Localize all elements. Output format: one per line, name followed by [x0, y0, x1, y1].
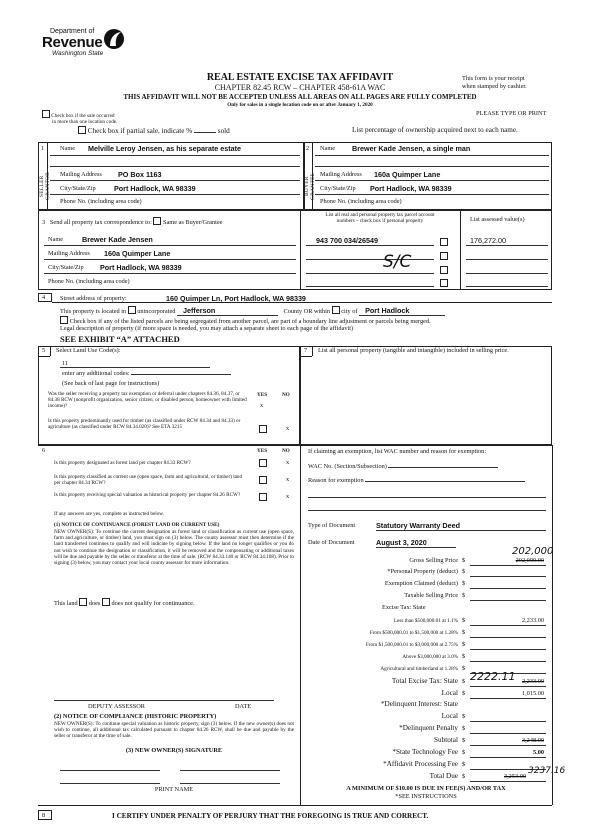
tier-1-dollar: $ [462, 617, 466, 624]
s6-q1-yes-checkbox[interactable] [259, 459, 267, 467]
partial-sale-label: Check box if partial sale, indicate % [87, 127, 193, 135]
buyer-name-value[interactable]: Brewer Kade Jensen, a single man [352, 144, 471, 153]
land-use-label: Select Land Use Code(s): [56, 347, 121, 354]
see-instructions-note: *SEE INSTRUCTIONS [395, 793, 457, 800]
gross-label: Gross Selling Price [409, 557, 458, 564]
tier-4-label: Above $3,000,000 at 3.0% [402, 654, 458, 660]
s3-city-value[interactable]: Port Hadlock, WA 98339 [100, 263, 182, 272]
subtotal-label: Subtotal [434, 736, 458, 744]
tier-1-value[interactable]: 2,233.00 [521, 617, 544, 624]
additional-codes-label [62, 370, 231, 378]
delinquent-local-dollar: $ [462, 713, 466, 720]
reason-label [308, 477, 525, 485]
exhibit-note: SEE EXHIBIT “A” ATTACHED [60, 334, 180, 344]
doc-type-value[interactable]: Statutory Warranty Deed [376, 521, 546, 531]
gross-dollar: $ [462, 557, 466, 564]
s6-q2-yes-checkbox[interactable] [259, 476, 267, 484]
s6-question-3: Is this property receiving special valuation as historical property per chapter 84.26 RCW? [54, 492, 241, 498]
affidavit-fee-label: *Affidavit Processing Fee [383, 760, 458, 768]
dor-swirl-icon [102, 26, 126, 52]
seller-city-value[interactable]: Port Hadlock, WA 98339 [114, 184, 196, 193]
s6-q3-mark: x [286, 493, 290, 500]
land-qualify-row [54, 598, 195, 608]
s5-no-header: NO [282, 392, 290, 398]
taxable-label: Taxable Selling Price [404, 592, 458, 599]
only-for-note: Only for sales in a single location code on or after January 1, 2020 [227, 102, 373, 108]
s3-name-value[interactable]: Brewer Kade Jensen [82, 235, 153, 244]
personal-property-label: *Personal Property (deduct) [387, 568, 458, 575]
parcel-number[interactable]: 943 700 034/26549 [316, 236, 378, 245]
does-not-checkbox[interactable] [102, 598, 110, 606]
notice-2-body: NEW OWNER(S): To continue special valuation as historic property, sign (3) below. If the new owner(s) does not wish to continue, all additional tax calculated pursuant to chapter 84.26 RCW, shall be due and payable by the seller or transferor at the time of sale. [54, 721, 294, 740]
partial-sale-checkbox[interactable] [78, 126, 86, 134]
s5-q1-mark: x [260, 402, 264, 409]
s6-question-2: Is this property classified as current use (open space, farm and agricultural, or timber) land per chapter 84.34 RCW? [54, 474, 243, 487]
s3-phone-label: Phone No. (including area code) [48, 278, 130, 285]
reason-label-text: Reason for exemption [308, 477, 364, 484]
s5-question-1: Was the seller receiving a property tax exemption or deferral under chapters 84.36, 84.37, or 84.38 RCW (nonprofit organization, senior citizen, or disabled person, homeowner with limited income)? [48, 391, 247, 410]
dor-logo [40, 28, 130, 68]
doc-type-label: Type of Document [308, 522, 356, 529]
s6-yes-header: YES [257, 448, 268, 454]
delinquent-interest-label: *Delinquent Interest: State [380, 700, 458, 708]
does-not-label: does not qualify for continuance. [111, 600, 195, 607]
seller-mail-value[interactable]: PO Box 1163 [118, 170, 162, 179]
multi-location-label: Check box if the sale occurred [51, 113, 115, 119]
section-6-number: 6 [42, 447, 46, 454]
tech-fee-label: *State Technology Fee [392, 748, 458, 756]
receipt-note-1: This form is your receipt [462, 75, 525, 82]
tier-1-label: Less than $500,000.01 at 1.1% [393, 618, 458, 624]
section-5-number: 5 [42, 347, 46, 354]
subtotal-dollar: $ [462, 737, 466, 744]
buyer-city-label: City/State/Zip [320, 185, 356, 192]
logo-line2: Revenue [42, 34, 103, 51]
s6-no-header: NO [282, 448, 290, 454]
tier-3-label: From $1,500,000.01 to $3,000,000 at 2.75% [365, 642, 458, 648]
notice-2-title: (2) NOTICE OF COMPLIANCE (HISTORIC PROPERTY) [54, 713, 217, 720]
tech-fee-value[interactable]: 5.00 [532, 749, 544, 756]
local-label: Local [441, 689, 458, 697]
handwritten-sc: S/C [383, 252, 412, 272]
unincorporated-checkbox[interactable] [128, 306, 136, 314]
location-row [60, 306, 550, 316]
this-land-label: This land [54, 600, 78, 607]
located-label: This property is located in [60, 308, 127, 315]
seller-grantor-label: SELLER GRANTOR [39, 171, 51, 201]
gross-value[interactable]: 202,000.00 [515, 557, 544, 564]
s3-city-label: City/State/Zip [48, 264, 84, 271]
date-label: DATE [235, 703, 252, 710]
print-name-label: PRINT NAME [154, 786, 194, 793]
same-as-buyer-label: Same as Buyer/Grantee [163, 219, 223, 226]
certify-statement: I CERTIFY UNDER PENALTY OF PERJURY THAT THE FOREGOING IS TRUE AND CORRECT. [112, 812, 429, 820]
s6-q2-mark: x [286, 476, 290, 483]
subtotal-value[interactable]: 3,248.00 [521, 737, 544, 744]
section-7-number: 7 [304, 347, 308, 354]
assessed-value[interactable]: 176,272.00 [470, 236, 506, 245]
total-due-handwritten: 3237.16 [528, 766, 566, 776]
tier-4-dollar: $ [462, 653, 466, 660]
section-7-text: List all personal property (tangible and intangible) included in selling price. [318, 347, 509, 354]
boundary-label: Check box if any of the listed parcels are being segregated from another parcel, are part of a boundary line adjustment or parcels being merged. [69, 318, 431, 325]
multi-location-label-2: in more than one location code. [52, 119, 118, 126]
wac-label [308, 463, 498, 471]
logo-line1: Department of [50, 28, 95, 35]
s3-mail-value[interactable]: 160a Quimper Lane [104, 249, 171, 258]
local-dollar: $ [462, 690, 466, 697]
street-value[interactable]: 160 Quimper Ln, Port Hadlock, WA 98339 [166, 294, 306, 303]
land-use-value[interactable]: 11 [62, 360, 69, 367]
street-label: Street address of property: [60, 295, 127, 302]
section-8-number: 8 [42, 812, 46, 819]
additional-codes-text: enter any additional codes: [62, 370, 130, 377]
section-4-number: 4 [42, 294, 46, 301]
s5-yes-header: YES [257, 392, 268, 398]
parcel-4-pp-checkbox[interactable] [440, 279, 448, 287]
seller-phone-label: Phone No. (including area code) [60, 198, 142, 205]
deputy-assessor-label: DEPUTY ASSESSOR [88, 703, 145, 710]
section-3-number: 3 [42, 219, 46, 226]
section-1-number: 1 [41, 145, 45, 152]
receipt-note-2: when stamped by cashier. [462, 83, 527, 90]
seller-city-label: City/State/Zip [60, 185, 96, 192]
s6-q3-yes-checkbox[interactable] [259, 493, 267, 501]
delinquent-local-label: Local [441, 712, 458, 720]
personal-dollar: $ [462, 568, 466, 575]
notice-1-body: NEW OWNER(S): To continue the current designation as forest land or classification as current use (open space, farm and agriculture, or timber) land, you must sign on (3) below. The county assessor must then determine if the land transferred continues to qualify and will indicate by signing below. If the land no longer qualifies or you do not wish to continue the designation or classification, it will be removed and the compensating or additional taxes will be due and payable by the seller or transferor at the time of sale. (RCW 84.33.140 or RCW 84.34.108). Prior to signing (3) below, you may contact your local county assessor for more information. [54, 529, 294, 567]
logo-line3: Washington State [52, 50, 104, 57]
s5-q2-mark: x [286, 425, 290, 432]
city-of-label: city of [341, 308, 358, 315]
section-3-title: Send all property tax correspondence to: [49, 219, 152, 226]
notice-1-title: (1) NOTICE OF CONTINUANCE (FOREST LAND OR CURRENT USE) [54, 522, 220, 528]
s5-question-2: Is this property predominantly used for timber (as classified under RCW 84.34 and 84.33) or agriculture (as classified under RCW 84.34.020)? See ETA 3215 [48, 418, 241, 431]
s3-mail-label: Mailing Address [48, 250, 90, 257]
tier-2-dollar: $ [462, 629, 466, 636]
gross-handwritten: 202,000 [512, 546, 554, 557]
form-subtitle: CHAPTER 82.45 RCW – CHAPTER 458-61A WAC [214, 83, 386, 92]
tier-5-dollar: $ [462, 665, 466, 672]
seller-name-label: Name [60, 145, 76, 152]
local-value[interactable]: 1,015.00 [521, 690, 544, 697]
buyer-city-value[interactable]: Port Hadlock, WA 98339 [370, 184, 452, 193]
penalty-dollar: $ [462, 725, 466, 732]
s5-q2-yes-checkbox[interactable] [259, 425, 267, 433]
assessed-header: List assessed value(s) [470, 216, 525, 223]
form-title: REAL ESTATE EXCISE TAX AFFIDAVIT [206, 72, 394, 83]
s6-question-1: Is this property designated as forest land per chapter 84.33 RCW? [54, 460, 191, 466]
total-state-label: Total Excise Tax: State [391, 677, 458, 685]
seller-name-value[interactable]: Melville Leroy Jensen, as his separate estate [88, 144, 242, 153]
multi-location-check[interactable] [42, 110, 117, 125]
buyer-mail-value[interactable]: 160a Quimper Lane [374, 170, 441, 179]
tier-3-dollar: $ [462, 641, 466, 648]
boundary-checkbox[interactable] [60, 316, 68, 324]
unincorporated-label: unincorporated [137, 308, 176, 315]
section-2-number: 2 [306, 145, 310, 152]
multi-location-checkbox[interactable] [42, 110, 50, 118]
partial-sale-suffix: sold [217, 127, 230, 135]
parcel-1-pp-checkbox[interactable] [440, 238, 448, 246]
excise-header: Excise Tax: State [382, 604, 426, 611]
county-value[interactable]: Jefferson [177, 307, 278, 316]
exemption-dollar: $ [462, 580, 466, 587]
exemption-header: If claiming an exemption, list WAC number and reason for exemption: [308, 448, 487, 455]
partial-sale-row [78, 126, 230, 136]
new-owner-signature-label: (3) NEW OWNER(S) SIGNATURE [125, 747, 223, 754]
county-label: County OR within [283, 308, 331, 315]
exemption-claimed-label: Exemption Claimed (deduct) [384, 580, 458, 587]
taxable-dollar: $ [462, 592, 466, 599]
legal-description-label: Legal description of property (if more space is needed, you may attach a separate sheet to each page of the affidavit) [60, 325, 354, 332]
parcel-3-pp-checkbox[interactable] [440, 266, 448, 274]
s6-if-yes: If any answers are yes, complete as instructed below. [54, 511, 165, 517]
buyer-phone-label: Phone No. (including area code) [320, 198, 402, 205]
parcel-2-pp-checkbox[interactable] [440, 252, 448, 260]
section-7-box [300, 346, 552, 445]
buyer-grantee-label: BUYER GRANTEE [304, 172, 316, 200]
parcel-header [302, 212, 458, 224]
doc-date-value[interactable]: August 3, 2020 [376, 538, 456, 548]
seller-mail-label: Mailing Address [60, 171, 102, 178]
doc-date-label: Date of Document [308, 539, 355, 546]
delinquent-penalty-label: *Delinquent Penalty [399, 724, 458, 732]
total-due-label: Total Due [429, 772, 458, 780]
tier-2-label: From $500,000.01 to $1,500,000 at 1.28% [369, 630, 458, 636]
parcel-header-1: List all real and personal property tax parcel account [325, 212, 435, 218]
city-of-checkbox[interactable] [332, 306, 340, 314]
total-due-value[interactable]: 3,253.00 [503, 773, 526, 780]
form-warning: THIS AFFIDAVIT WILL NOT BE ACCEPTED UNLESS ALL AREAS ON ALL PAGES ARE FULLY COMPLETED [123, 93, 477, 101]
does-label: does [88, 600, 101, 607]
minimum-due-note: A MINIMUM OF $10.00 IS DUE IN FEE(S) AND/OR TAX [346, 785, 506, 792]
buyer-name-label: Name [320, 145, 336, 152]
section-3-header [42, 217, 222, 227]
buyer-mail-label: Mailing Address [320, 171, 362, 178]
parcel-header-2: numbers – check box if personal property [336, 218, 424, 225]
list-percentage-note: List percentage of ownership acquired next to each name. [352, 126, 518, 134]
does-checkbox[interactable] [79, 598, 87, 606]
type-or-print: PLEASE TYPE OR PRINT [476, 110, 547, 117]
total-state-dollar: $ [462, 678, 466, 685]
total-state-handwritten: 2222.11 [470, 670, 516, 683]
affidavit-fee-dollar: $ [462, 761, 466, 768]
total-due-dollar: $ [462, 773, 466, 780]
wac-label-text: WAC No. (Section/Subsection) [308, 463, 387, 470]
same-as-buyer-checkbox[interactable] [153, 217, 161, 225]
s3-name-label: Name [48, 236, 64, 243]
tier-5-label: Agricultural and timberland at 1.28% [380, 666, 458, 672]
s6-q1-mark: x [286, 459, 290, 466]
tech-fee-dollar: $ [462, 749, 466, 756]
see-back-label: (See back of last page for instructions) [62, 380, 160, 387]
total-state-value[interactable]: 2,233.00 [521, 678, 544, 685]
city-value[interactable]: Port Hadlock [359, 307, 445, 316]
